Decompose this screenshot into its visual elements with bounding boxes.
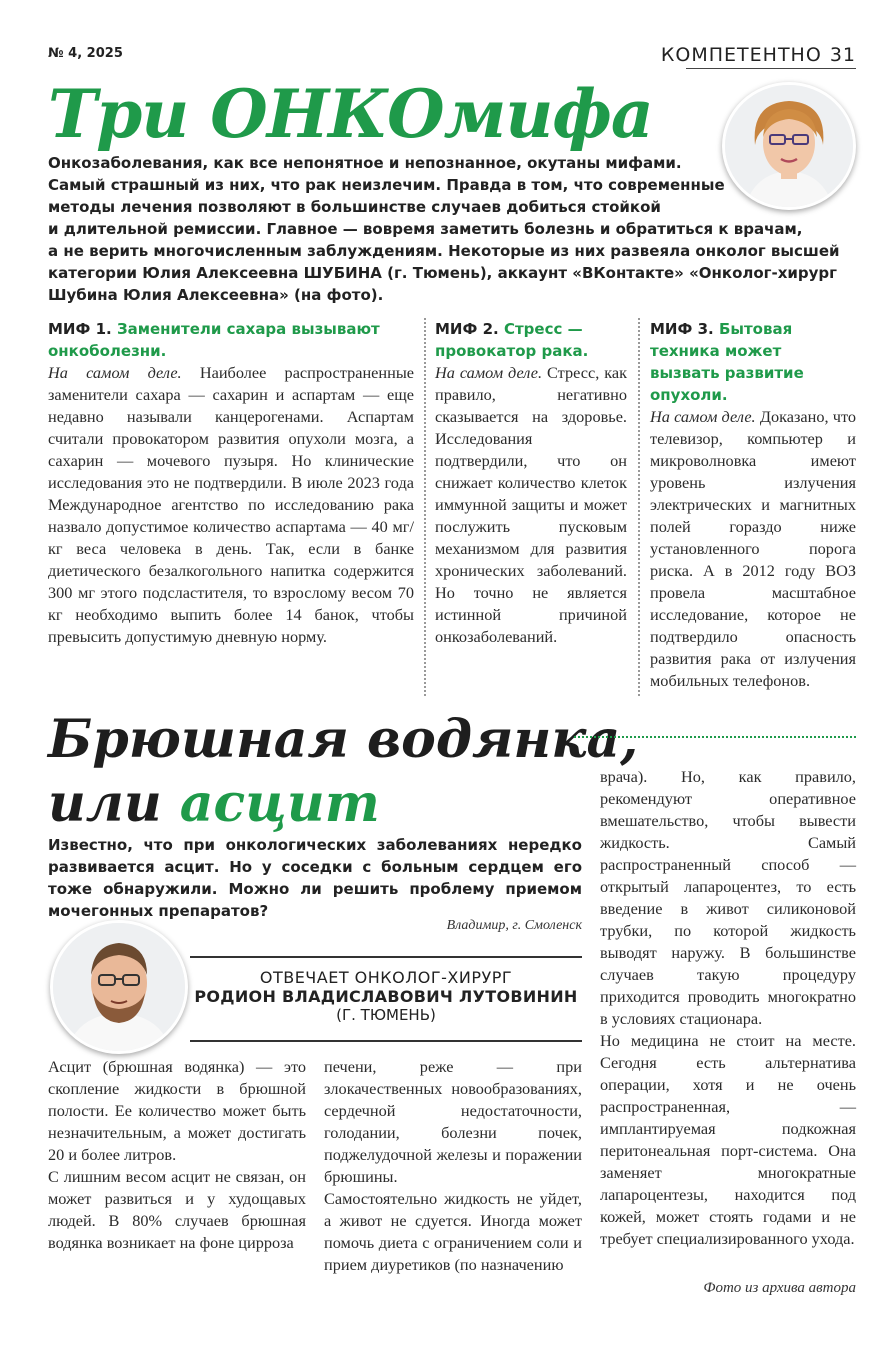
expert-role: ОТВЕЧАЕТ ОНКОЛОГ-ХИРУРГ — [259, 968, 513, 987]
article2-title-ascites: асцит — [179, 773, 380, 834]
myth-2-number: МИФ 2. — [435, 320, 499, 338]
portrait-man-image — [53, 923, 185, 1051]
expert-city: (Г. ТЮМЕНЬ) — [336, 1006, 436, 1024]
article1-lead — [48, 152, 848, 306]
myth-1-lead-in: На самом деле. — [48, 363, 182, 382]
lead-line: а не верить многочисленным заблуждениям. Некоторые из них развеяла онколог высшей — [48, 242, 840, 260]
paragraph: Асцит (брюшная водянка) — это скопление жидкости в брюшной полости. Ее количество может быть незначительным, а может достигать 20 и более литров. — [48, 1057, 306, 1164]
page-number: 31 — [829, 44, 856, 66]
article2-column-1 — [48, 1056, 306, 1254]
article2-title-line1: Брюшная водянка, — [48, 709, 639, 770]
issue-number: № 4, 2025 — [48, 46, 123, 61]
article1-title-part2: мифа — [443, 75, 653, 153]
header-rule — [686, 68, 856, 69]
lead-line: Онкозаболевания, как все непонятное и непознанное, окутаны мифами. — [48, 154, 682, 172]
article1-title — [48, 75, 653, 153]
question-signature: Владимир, г. Смоленск — [446, 918, 582, 933]
myth-3-lead-in: На самом деле. — [650, 407, 756, 426]
myth-3-column — [650, 318, 856, 692]
expert-box — [190, 956, 582, 1042]
section-title: КОМПЕТЕНТНО — [660, 44, 822, 66]
myth-3-title: Бытовая техника может вызвать развитие опухоли. — [650, 320, 804, 404]
myth-1-column — [48, 318, 414, 648]
lead-line: Шубина Юлия Алексеевна» (на фото). — [48, 286, 384, 304]
section-header — [661, 44, 856, 66]
paragraph: С лишним весом асцит не связан, он может развиться и у худощавых людей. В 80% случаев брюшная водянка возникает на фоне цирроза — [48, 1167, 306, 1252]
lead-line: Самый страшный из них, что рак неизлечим. Правда в том, что современные — [48, 176, 725, 194]
paragraph: Но медицина не стоит на месте. Сегодня есть альтернатива операции, хотя и не очень распространенная, — имплантируемая подкожная перитонеальная порт-система. Она заменяет многократные лапароцентезы, находится под кожей, может стоять годами и не требует специализированного ухода. — [600, 1031, 856, 1248]
myth-3-text: Доказано, что телевизор, компьютер и микроволновка имеют уровень излучения электрических и магнитных полей гораздо ниже установленного порога риска. А в 2012 году ВОЗ провела масштабное исследование, которое не подтвердило опасность развития рака от излучения мобильных телефонов. — [650, 407, 856, 690]
myth-2-lead-in: На самом деле. — [435, 363, 543, 382]
column-divider — [424, 318, 426, 696]
myth-1-body — [48, 362, 414, 648]
column-divider — [638, 318, 640, 696]
article2-title-or: или — [48, 773, 180, 834]
lead-line: и длительной ремиссии. Главное — вовремя заметить болезнь и обратиться к врачам, — [48, 220, 803, 238]
myth-1-heading — [48, 318, 414, 362]
article2-column-3 — [600, 766, 856, 1250]
paragraph: Самостоятельно жидкость не уйдет, а живот не сдуется. Иногда может помочь диета с ограничением соли и прием диуретиков (по назначению — [324, 1189, 582, 1274]
myth-2-body — [435, 362, 627, 648]
article1-title-part1: Три ОНКО — [48, 75, 444, 153]
lead-line: категории Юлия Алексеевна ШУБИНА (г. Тюмень), аккаунт «ВКонтакте» «Онколог-хирург — [48, 264, 838, 282]
myth-3-number: МИФ 3. — [650, 320, 714, 338]
dotted-divider — [574, 736, 856, 738]
reader-question: Известно, что при онкологических заболеваниях нередко развивается асцит. Но у соседки с больным сердцем его тоже обнаружили. Можно ли решить проблему приемом мочегонных препаратов? — [48, 836, 582, 920]
myth-2-column — [435, 318, 627, 648]
myth-3-body — [650, 406, 856, 692]
myth-2-title: Стресс — провокатор рака. — [435, 320, 589, 360]
paragraph: врача). Но, как правило, рекомендуют оперативное вмешательство, чтобы вывести жидкость. Самый распространенный способ — открытый лапароцентез, то есть введение в живот силиконовой трубки, по которой жидкость выводят наружу. В большинстве случаев такую процедуру приходится проводить многократно в условиях стационара. — [600, 767, 856, 1028]
myth-2-text: Стресс, как правило, негативно сказывается на здоровье. Исследования подтвердили, что он снижает количество клеток иммунной защиты и может послужить пусковым механизмом для развития хронических заболеваний. Но точно не является истинной причиной онкозаболеваний. — [435, 363, 628, 646]
expert-photo-man — [50, 920, 188, 1054]
article2-title-line2 — [48, 772, 638, 836]
myth-2-heading — [435, 318, 627, 362]
lead-line: методы лечения позволяют в большинстве случаев добиться стойкой — [48, 198, 661, 216]
myth-1-text: Наиболее распространенные заменители сахара — сахарин и аспартам — еще недавно называли канцерогенами. Аспартам считали провокатором развития опухоли мозга, а сахарин — мочевого пузыря. Но клинические исследования это не подтвердили. В июле 2023 года Международное агентство по исследованию рака назвало допустимое количество аспартама — 40 мг/кг веса человека в день. Так, если в банке диетического безалкогольного напитка содержится 300 мг этого подсластителя, то взрослому весом 70 кг необходимо выпить более 14 банок, чтобы превысить допустимую дневную норму. — [48, 363, 414, 646]
myth-1-title: Заменители сахара вызывают онкоболезни. — [48, 320, 380, 360]
myth-1-number: МИФ 1. — [48, 320, 112, 338]
myth-3-heading — [650, 318, 856, 406]
article2-column-2 — [324, 1056, 582, 1276]
expert-name: РОДИОН ВЛАДИСЛАВОВИЧ ЛУТОВИНИН — [194, 987, 578, 1006]
paragraph: печени, реже — при злокачественных новообразованиях, сердечной недостаточности, голодании, болезни почек, поджелудочной железы и поражении брюшины. — [324, 1057, 582, 1186]
photo-credit: Фото из архива автора — [703, 1280, 856, 1296]
article2-title — [48, 708, 638, 836]
